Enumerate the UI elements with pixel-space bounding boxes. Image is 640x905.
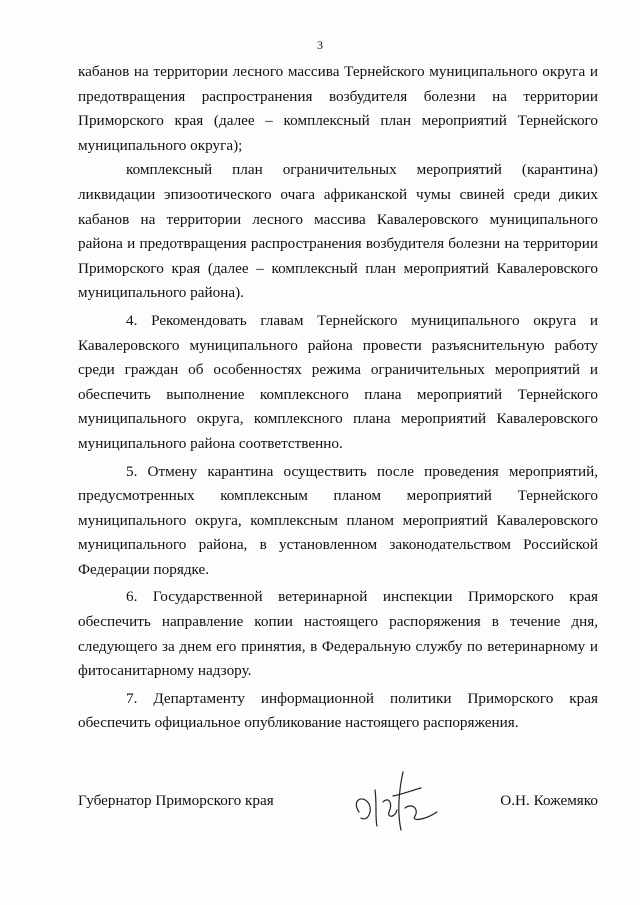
page-number: 3 <box>317 38 323 52</box>
signatory-name: О.Н. Кожемяко <box>500 792 598 809</box>
document-body <box>78 60 598 736</box>
paragraph-item-7: 7. Департаменту информационной политики Приморского края обеспечить официальное опубликование настоящего распоряжения. <box>78 689 598 732</box>
handwritten-signature <box>341 760 451 840</box>
paragraph-item-4: 4. Рекомендовать главам Тернейского муниципального округа и Кавалеровского муниципального района провести разъяснительную работу среди граждан об особенностях режима ограничительных мероприятий и обеспечить выполнение комплексного плана мероприятий Тернейского муниципального округа, комплексного плана мероприятий Кавалеровского муниципального района соответственно. <box>78 311 598 452</box>
paragraph-continuation: кабанов на территории лесного массива Тернейского муниципального округа и предотвращения распространения возбудителя болезни на территории Приморского края (далее – комплексный план мероприятий Тернейского муниципального округа); <box>78 63 598 154</box>
paragraph-plan-kavalerovsky: комплексный план ограничительных мероприятий (карантина) ликвидации эпизоотического очага африканской чумы свиней среди диких кабанов на территории лесного массива Кавалеровского муниципального района и предотвращения распространения возбудителя болезни на территории Приморского края (далее – комплексный план мероприятий Кавалеровского муниципального района). <box>78 161 598 302</box>
signatory-position: Губернатор Приморского края <box>78 792 274 809</box>
paragraph-item-5: 5. Отмену карантина осуществить после проведения мероприятий, предусмотренных комплексным планом мероприятий Тернейского муниципального округа, комплексным планом мероприятий Кавалеровского муниципального района, в установленном законодательством Российской Федерации порядке. <box>78 462 598 578</box>
paragraph-item-6: 6. Государственной ветеринарной инспекции Приморского края обеспечить направление копии настоящего распоряжения в течение дня, следующего за днем его принятия, в Федеральную службу по ветеринарному и фитосанитарному надзору. <box>78 588 598 680</box>
signature-block <box>78 792 598 832</box>
